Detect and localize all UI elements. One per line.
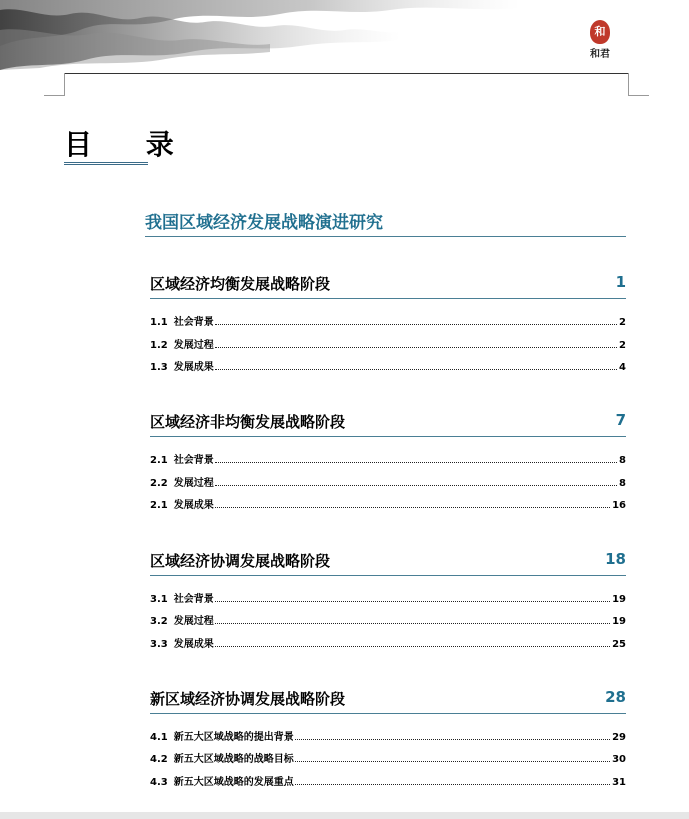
dot-leader bbox=[215, 323, 617, 325]
entry-page: 29 bbox=[612, 732, 626, 743]
dot-leader bbox=[295, 738, 610, 740]
dot-leader bbox=[215, 645, 610, 647]
entry-number: 3.2 bbox=[150, 616, 168, 627]
toc-entry[interactable] bbox=[150, 357, 626, 373]
chapter-page: 1 bbox=[615, 273, 626, 291]
subject-rule bbox=[145, 236, 626, 237]
dot-leader bbox=[215, 600, 610, 602]
entry-page: 25 bbox=[612, 639, 626, 650]
toc-entry[interactable] bbox=[150, 749, 626, 765]
entry-number: 2.2 bbox=[150, 478, 168, 489]
toc-entry[interactable] bbox=[150, 611, 626, 627]
company-logo bbox=[583, 20, 617, 64]
page-bottom-edge bbox=[0, 812, 689, 819]
entry-page: 2 bbox=[619, 340, 626, 351]
entry-label: 社会背景 bbox=[173, 317, 214, 328]
chapter-rule bbox=[150, 713, 626, 714]
entry-number: 4.3 bbox=[150, 777, 168, 788]
toc-entry[interactable] bbox=[150, 473, 626, 489]
toc-title: 目 录 bbox=[64, 128, 196, 161]
entry-label: 新五大区域战略的发展重点 bbox=[173, 777, 294, 788]
toc-entry[interactable] bbox=[150, 495, 626, 511]
chapter-title: 区域经济协调发展战略阶段 bbox=[150, 552, 331, 570]
entry-label: 新五大区域战略的提出背景 bbox=[173, 732, 294, 743]
chapter-rule bbox=[150, 298, 626, 299]
chapter-rule bbox=[150, 575, 626, 576]
toc-entry[interactable] bbox=[150, 772, 626, 788]
toc-entry[interactable] bbox=[150, 589, 626, 605]
chapter-title: 新区域经济协调发展战略阶段 bbox=[150, 690, 346, 708]
entry-page: 19 bbox=[612, 594, 626, 605]
entry-label: 发展成果 bbox=[173, 362, 214, 373]
toc-entry[interactable] bbox=[150, 335, 626, 351]
entry-number: 4.2 bbox=[150, 754, 168, 765]
toc-chapter[interactable] bbox=[150, 411, 626, 433]
chapter-page: 18 bbox=[605, 550, 626, 568]
chapter-title: 区域经济均衡发展战略阶段 bbox=[150, 275, 331, 293]
dot-leader bbox=[215, 461, 617, 463]
toc-chapter[interactable] bbox=[150, 273, 626, 295]
toc-entry[interactable] bbox=[150, 727, 626, 743]
entry-page: 16 bbox=[612, 500, 626, 511]
entry-label: 发展过程 bbox=[173, 616, 214, 627]
entry-label: 发展成果 bbox=[173, 500, 214, 511]
entry-label: 新五大区域战略的战略目标 bbox=[173, 754, 294, 765]
chapter-title: 区域经济非均衡发展战略阶段 bbox=[150, 413, 346, 431]
dot-leader bbox=[215, 506, 610, 508]
header-rule bbox=[64, 73, 629, 74]
entry-number: 3.3 bbox=[150, 639, 168, 650]
report-subject: 我国区域经济发展战略演进研究 bbox=[145, 213, 383, 233]
logo-seal-icon: 和 bbox=[590, 20, 610, 44]
dot-leader bbox=[295, 760, 610, 762]
toc-entry[interactable] bbox=[150, 634, 626, 650]
chapter-rule bbox=[150, 436, 626, 437]
toc-chapter[interactable] bbox=[150, 550, 626, 572]
dot-leader bbox=[215, 484, 617, 486]
toc-chapter[interactable] bbox=[150, 688, 626, 710]
entry-page: 30 bbox=[612, 754, 626, 765]
dot-leader bbox=[295, 783, 610, 785]
toc-entry[interactable] bbox=[150, 450, 626, 466]
entry-number: 1.1 bbox=[150, 317, 168, 328]
header-corner-left bbox=[44, 73, 65, 96]
entry-label: 发展成果 bbox=[173, 639, 214, 650]
entry-label: 发展过程 bbox=[173, 478, 214, 489]
dot-leader bbox=[215, 368, 617, 370]
entry-number: 2.1 bbox=[150, 455, 168, 466]
entry-page: 8 bbox=[619, 478, 626, 489]
entry-page: 2 bbox=[619, 317, 626, 328]
entry-number: 3.1 bbox=[150, 594, 168, 605]
entry-number: 2.1 bbox=[150, 500, 168, 511]
entry-page: 19 bbox=[612, 616, 626, 627]
entry-label: 发展过程 bbox=[173, 340, 214, 351]
mountain-banner-image bbox=[0, 0, 520, 70]
entry-page: 4 bbox=[619, 362, 626, 373]
header-corner-right bbox=[628, 73, 649, 96]
dot-leader bbox=[215, 346, 617, 348]
entry-number: 1.2 bbox=[150, 340, 168, 351]
dot-leader bbox=[215, 622, 610, 624]
toc-title-underline bbox=[64, 162, 148, 165]
entry-number: 4.1 bbox=[150, 732, 168, 743]
entry-number: 1.3 bbox=[150, 362, 168, 373]
logo-text: 和君 bbox=[590, 49, 610, 60]
toc-entry[interactable] bbox=[150, 312, 626, 328]
entry-label: 社会背景 bbox=[173, 594, 214, 605]
entry-page: 8 bbox=[619, 455, 626, 466]
chapter-page: 28 bbox=[605, 688, 626, 706]
entry-page: 31 bbox=[612, 777, 626, 788]
entry-label: 社会背景 bbox=[173, 455, 214, 466]
chapter-page: 7 bbox=[615, 411, 626, 429]
